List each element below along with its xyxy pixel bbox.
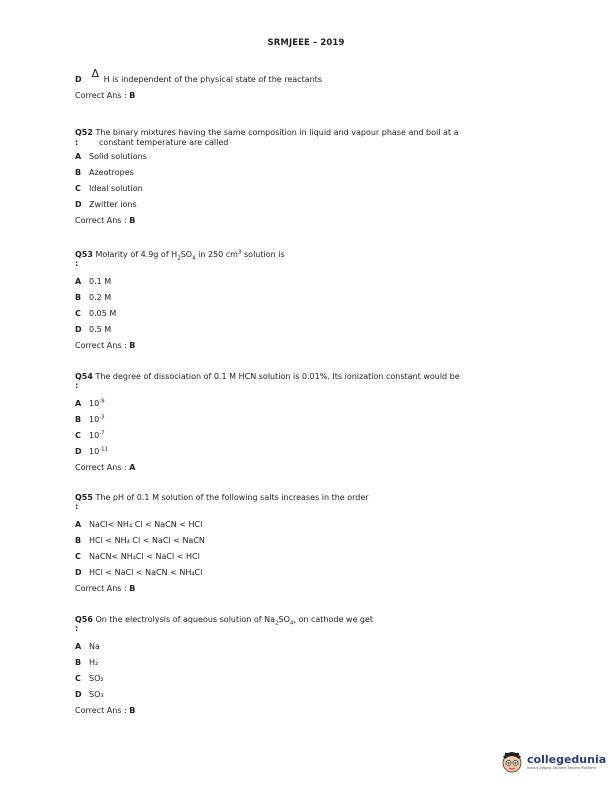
correct-answer: Correct Ans : B <box>75 216 136 225</box>
options-list <box>75 274 535 338</box>
collegedunia-logo <box>500 748 606 774</box>
option-b[interactable]: B H₂ <box>75 658 99 667</box>
option-text: H is independent of the physical state of the reactants <box>103 75 322 84</box>
correct-answer: Correct Ans : B <box>75 91 136 100</box>
correct-answer: Correct Ans : A <box>75 463 136 472</box>
options-list <box>75 517 535 581</box>
option-b[interactable]: B Azeotropes <box>75 168 134 177</box>
logo-tagline: India's largest Student Review Platform <box>527 765 596 770</box>
option-b[interactable]: B HCl < NH₄ Cl < NaCl < NaCN <box>75 536 205 545</box>
correct-answer: Correct Ans : B <box>75 706 136 715</box>
question-text: Q54 The degree of dissociation of 0.1 M HCN solution is 0.01%. Its ionization constant would be <box>75 372 460 381</box>
question-colon: : <box>75 259 79 268</box>
question-text: Q55 The pH of 0.1 M solution of the following salts increases in the order <box>75 493 369 502</box>
options-list <box>75 149 535 213</box>
question-52: Q52 The binary mixtures having the same composition in liquid and vapour phase and boil at a : constant temperature are called A Solid solutions B Azeotropes C Ideal solution D Zwitter ions Correct Ans : B <box>75 128 535 229</box>
option-d[interactable]: D HCl < NaCl < NaCN < NH₄Cl <box>75 568 203 577</box>
question-55 <box>75 493 535 597</box>
mascot-icon <box>500 748 524 774</box>
correct-answer: Correct Ans : B <box>75 341 136 350</box>
option-d[interactable]: D SO₃ <box>75 690 104 699</box>
page-header: SRMJEEE – 2019 <box>267 38 345 48</box>
option-c[interactable]: C 0.05 M <box>75 309 117 318</box>
options-list <box>75 639 535 703</box>
question-56 <box>75 615 535 719</box>
question-colon: : <box>75 381 79 390</box>
question-colon: : <box>75 502 79 511</box>
delta-symbol: Δ <box>91 67 100 80</box>
question-colon: : <box>75 624 79 633</box>
option-label: D <box>75 75 82 84</box>
option-a[interactable]: A 0.1 M <box>75 277 112 286</box>
prev-question-tail <box>75 67 535 104</box>
question-text: Q56 On the electrolysis of aqueous solution of $Na_2SO_4$, on cathode we get <box>75 615 374 627</box>
option-d[interactable]: D $10^{-11}$ <box>75 446 109 456</box>
option-c[interactable]: C SO₂ <box>75 674 104 683</box>
question-colon: : <box>75 138 79 147</box>
correct-answer: Correct Ans : B <box>75 584 136 593</box>
option-d[interactable]: D Zwitter ions <box>75 200 137 209</box>
question-53 <box>75 250 535 354</box>
option-c[interactable]: C Ideal solution <box>75 184 143 193</box>
option-c[interactable]: C NaCN< NH₄Cl < NaCl < HCl <box>75 552 200 561</box>
option-b[interactable]: B $10^{-3}$ <box>75 414 105 424</box>
option-a[interactable]: A Na <box>75 642 100 651</box>
option-a[interactable]: A NaCl< NH₄ Cl < NaCN < HCl <box>75 520 203 529</box>
options-list <box>75 396 535 460</box>
option-b[interactable]: B 0.2 M <box>75 293 112 302</box>
option-c[interactable]: C $10^{-7}$ <box>75 430 105 440</box>
question-text: Q52 The binary mixtures having the same composition in liquid and vapour phase and boil at a <box>75 128 459 137</box>
question-54 <box>75 372 535 476</box>
question-text: Q53 Molarity of 4.9g of $H_2SO_4$ in 250 $cm^3$ solution is <box>75 249 285 262</box>
logo-name: collegedunia <box>527 752 607 766</box>
option-a[interactable]: A $10^{-9}$ <box>75 398 105 408</box>
option-a[interactable]: A Solid solutions <box>75 152 147 161</box>
option-d[interactable]: D 0.5 M <box>75 325 112 334</box>
